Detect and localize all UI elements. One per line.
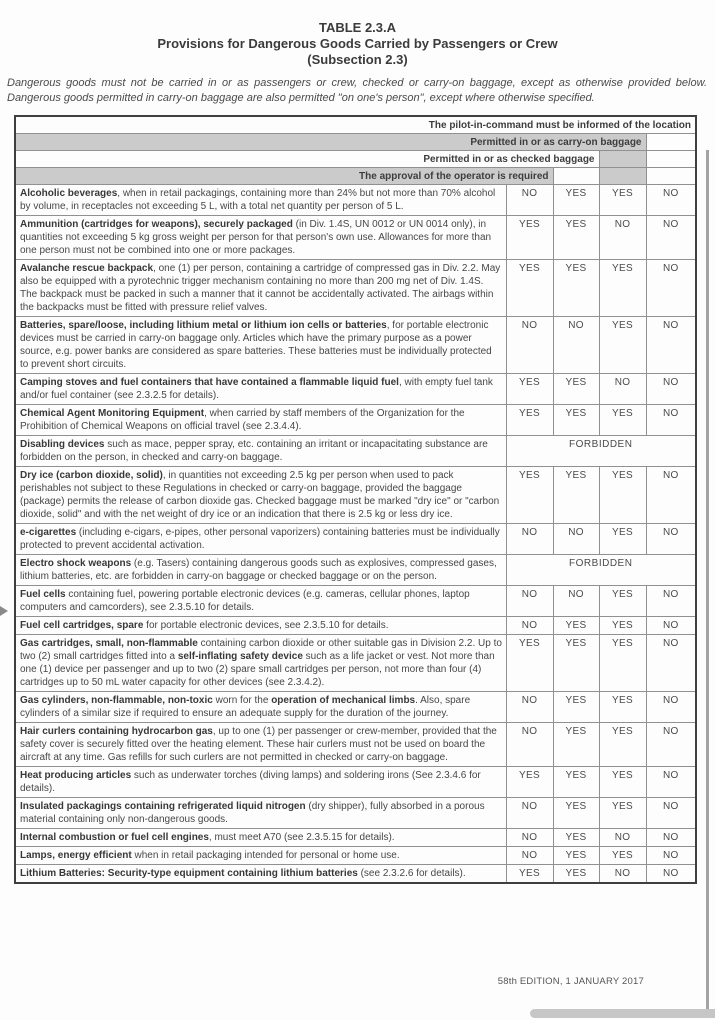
table-row [15, 260, 696, 317]
value-cell: YES [553, 692, 599, 723]
item-description: e-cigarettes (including e-cigars, e-pipes, other personal vaporizers) containing batteries must be individually protected to prevent accidental activation. [15, 524, 506, 555]
value-cell: YES [553, 723, 599, 767]
value-cell: YES [599, 260, 646, 317]
value-cell: NO [506, 524, 553, 555]
header-spacer-cell [599, 151, 646, 168]
table-body [15, 185, 696, 884]
value-cell: YES [553, 374, 599, 405]
table-row [15, 829, 696, 847]
table-row [15, 767, 696, 798]
header-spacer-cell [646, 168, 696, 185]
value-cell: YES [553, 216, 599, 260]
value-cell: NO [506, 185, 553, 216]
value-cell: NO [599, 829, 646, 847]
table-row [15, 798, 696, 829]
table-row [15, 524, 696, 555]
value-cell: NO [506, 798, 553, 829]
value-cell: YES [553, 767, 599, 798]
header-spacer-cell [553, 168, 599, 185]
table-row [15, 692, 696, 723]
table-row [15, 405, 696, 436]
table-row [15, 374, 696, 405]
value-cell: NO [646, 317, 696, 374]
value-cell: NO [646, 260, 696, 317]
page-title [0, 20, 715, 68]
value-cell: YES [599, 635, 646, 692]
value-cell: NO [553, 586, 599, 617]
value-cell: YES [599, 467, 646, 524]
item-description: Avalanche rescue backpack, one (1) per person, containing a cartridge of compressed gas in Div. 2.2. May also be equipped with a pyrotechnic trigger mechanism containing no more than 200 mg net of Div. 1.4S. The backpack must be packed in such a manner that it cannot be accidentally activated. The airbags within the backpacks must be fitted with pressure relief valves. [15, 260, 506, 317]
table-row [15, 586, 696, 617]
value-cell: NO [553, 524, 599, 555]
value-cell: YES [506, 635, 553, 692]
value-cell: NO [506, 847, 553, 865]
value-cell: YES [553, 467, 599, 524]
value-cell: YES [506, 865, 553, 884]
value-cell: YES [599, 405, 646, 436]
value-cell: NO [646, 767, 696, 798]
value-cell: YES [506, 374, 553, 405]
value-cell: NO [646, 692, 696, 723]
item-description: Lithium Batteries: Security-type equipment containing lithium batteries (see 2.3.2.6 for details). [15, 865, 506, 884]
item-description: Hair curlers containing hydrocarbon gas, up to one (1) per passenger or crew-member, provided that the safety cover is securely fitted over the heating element. These hair curlers must not be used on board the aircraft at any time. Gas refills for such curlers are not permitted in checked or carry-on baggage. [15, 723, 506, 767]
value-cell: NO [646, 635, 696, 692]
value-cell: NO [599, 865, 646, 884]
item-description: Disabling devices such as mace, pepper spray, etc. containing an irritant or incapacitating substance are forbidden on the person, in checked and carry-on baggage. [15, 436, 506, 467]
value-cell: NO [646, 467, 696, 524]
value-cell: NO [506, 692, 553, 723]
item-description: Gas cartridges, small, non-flammable containing carbon dioxide or other suitable gas in Division 2.2. Up to two (2) small cartridges fitted into a self-inflating safety device such as a life jacket or vest. Not more than one (1) device per passenger and up to two (2) spare small cartridges per person, not more than four (4) cartridges up to 50 mL water capacity for other devices (see 2.3.4.2). [15, 635, 506, 692]
item-description: Batteries, spare/loose, including lithium metal or lithium ion cells or batteries, for portable electronic devices must be carried in carry-on baggage only. Articles which have the primary purpose as a power source, e.g. power banks are considered as spare batteries. These batteries must be individually protected to prevent short circuits. [15, 317, 506, 374]
value-cell: YES [599, 723, 646, 767]
header-checked-baggage: Permitted in or as checked baggage [15, 151, 599, 168]
item-description: Lamps, energy efficient when in retail packaging intended for personal or home use. [15, 847, 506, 865]
value-cell: YES [599, 798, 646, 829]
value-cell: YES [599, 524, 646, 555]
table-row [15, 865, 696, 884]
item-description: Insulated packagings containing refrigerated liquid nitrogen (dry shipper), fully absorbed in a porous material containing only non-dangerous goods. [15, 798, 506, 829]
value-cell: NO [506, 723, 553, 767]
item-description: Camping stoves and fuel containers that have contained a flammable liquid fuel, with empty fuel tank and/or fuel container (see 2.3.2.5 for details). [15, 374, 506, 405]
table-subtitle: (Subsection 2.3) [307, 52, 408, 67]
value-cell: YES [553, 260, 599, 317]
value-cell: YES [506, 467, 553, 524]
value-cell: NO [646, 374, 696, 405]
table-row [15, 617, 696, 635]
value-cell: NO [599, 216, 646, 260]
item-description: Ammunition (cartridges for weapons), securely packaged (in Div. 1.4S, UN 0012 or UN 0014 only), in quantities not exceeding 5 kg gross weight per person for that person's own use. Allowances for more than one person must not be combined into one or more packages. [15, 216, 506, 260]
value-cell: YES [553, 617, 599, 635]
item-description: Chemical Agent Monitoring Equipment, when carried by staff members of the Organization for the Prohibition of Chemical Weapons on official travel (see 2.3.4.4). [15, 405, 506, 436]
item-description: Electro shock weapons (e.g. Tasers) containing dangerous goods such as explosives, compressed gases, lithium batteries, etc. are forbidden in carry-on baggage or checked baggage or on the person. [15, 555, 506, 586]
value-cell: NO [646, 798, 696, 829]
header-row-approval [15, 168, 696, 185]
value-cell: NO [646, 586, 696, 617]
table-row [15, 317, 696, 374]
header-row-carry-on [15, 134, 696, 151]
value-cell: NO [646, 865, 696, 884]
change-marker-icon [0, 606, 8, 616]
item-description: Dry ice (carbon dioxide, solid), in quantities not exceeding 2.5 kg per person when used to pack perishables not subject to these Regulations in checked or carry-on baggage, provided the baggage (package) permits the release of carbon dioxide gas. Checked baggage must be marked "dry ice" or "carbon dioxide, solid" and with the net weight of dry ice or an indication that there is 2.5 kg or less dry ice. [15, 467, 506, 524]
value-cell: YES [553, 847, 599, 865]
value-cell: YES [599, 617, 646, 635]
value-cell: YES [599, 317, 646, 374]
scan-edge-line [706, 150, 709, 1015]
item-description: Fuel cells containing fuel, powering portable electronic devices (e.g. cameras, cellular phones, laptop computers and camcorders), see 2.3.5.10 for details. [15, 586, 506, 617]
value-cell: YES [506, 216, 553, 260]
item-description: Gas cylinders, non-flammable, non-toxic worn for the operation of mechanical limbs. Also, spare cylinders of a similar size if required to ensure an adequate supply for the duration of the journey. [15, 692, 506, 723]
value-cell: YES [553, 405, 599, 436]
forbidden-cell: FORBIDDEN [506, 555, 696, 586]
header-operator-approval: The approval of the operator is required [15, 168, 553, 185]
value-cell: NO [599, 374, 646, 405]
value-cell: NO [646, 723, 696, 767]
header-carry-on-baggage: Permitted in or as carry-on baggage [15, 134, 646, 151]
item-description: Fuel cell cartridges, spare for portable electronic devices, see 2.3.5.10 for details. [15, 617, 506, 635]
value-cell: NO [553, 317, 599, 374]
value-cell: NO [506, 586, 553, 617]
table-number: TABLE 2.3.A [318, 20, 397, 35]
header-pilot-in-command: The pilot-in-command must be informed of the location [15, 116, 696, 134]
edition-footer: 58th EDITION, 1 JANUARY 2017 [497, 976, 644, 987]
value-cell: YES [599, 767, 646, 798]
item-description: Internal combustion or fuel cell engines, must meet A70 (see 2.3.5.15 for details). [15, 829, 506, 847]
value-cell: YES [506, 260, 553, 317]
header-spacer-cell [599, 168, 646, 185]
value-cell: NO [646, 405, 696, 436]
value-cell: YES [553, 829, 599, 847]
value-cell: NO [646, 185, 696, 216]
value-cell: NO [646, 216, 696, 260]
table-row [15, 185, 696, 216]
table-row [15, 635, 696, 692]
table-row [15, 467, 696, 524]
header-row-pilot [15, 116, 696, 134]
value-cell: YES [599, 692, 646, 723]
value-cell: NO [506, 317, 553, 374]
table-row [15, 436, 696, 467]
item-description: Alcoholic beverages, when in retail packagings, containing more than 24% but not more than 70% alcohol by volume, in receptacles not exceeding 5 L, with a total net quantity per person of 5 L. [15, 185, 506, 216]
value-cell: NO [506, 617, 553, 635]
value-cell: NO [646, 524, 696, 555]
value-cell: NO [646, 617, 696, 635]
intro-paragraph: Dangerous goods must not be carried in or as passengers or crew, checked or carry-on baggage, except as otherwise provided below. Dangerous goods permitted in carry-on baggage are also permitted "on one's person", except where otherwise specified. [7, 77, 707, 104]
table-title: Provisions for Dangerous Goods Carried by Passengers or Crew [157, 36, 558, 51]
table-row [15, 555, 696, 586]
value-cell: YES [506, 405, 553, 436]
value-cell: YES [553, 865, 599, 884]
table-row [15, 847, 696, 865]
value-cell: NO [506, 829, 553, 847]
value-cell: YES [599, 586, 646, 617]
value-cell: YES [599, 847, 646, 865]
table-row [15, 723, 696, 767]
forbidden-cell: FORBIDDEN [506, 436, 696, 467]
value-cell: YES [553, 185, 599, 216]
value-cell: YES [553, 635, 599, 692]
header-spacer-cell [646, 134, 696, 151]
table-row [15, 216, 696, 260]
scan-edge-shadow [530, 1009, 715, 1018]
dangerous-goods-table [14, 115, 697, 884]
value-cell: YES [506, 767, 553, 798]
header-spacer-cell [646, 151, 696, 168]
value-cell: NO [646, 847, 696, 865]
value-cell: NO [646, 829, 696, 847]
value-cell: YES [553, 798, 599, 829]
header-row-checked [15, 151, 696, 168]
value-cell: YES [599, 185, 646, 216]
item-description: Heat producing articles such as underwater torches (diving lamps) and soldering irons (See 2.3.4.6 for details). [15, 767, 506, 798]
